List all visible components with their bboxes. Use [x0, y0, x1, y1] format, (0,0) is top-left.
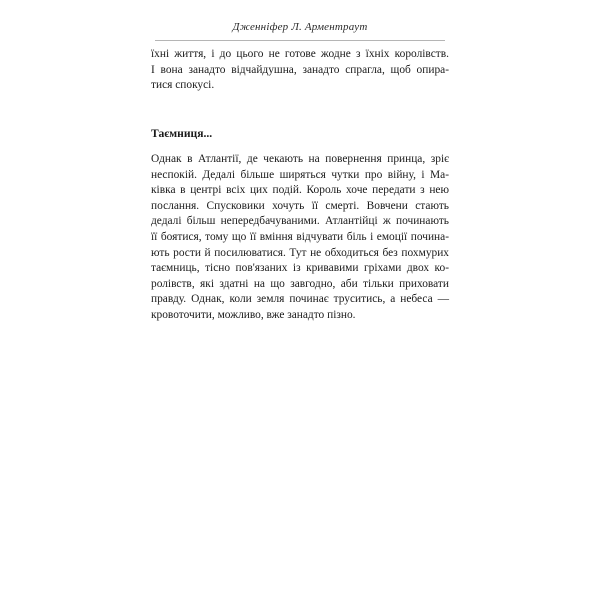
text-line: таємниць, тісно пов'язаних із кривавими гріхами двох ко-	[151, 262, 449, 275]
text-line: неспокій. Дедалі більше ширяться чутки про війну, і Ма-	[151, 168, 449, 181]
text-line: кровоточити, можливо, вже занадто пізно.	[151, 308, 356, 321]
text-line: ролівств, які здатні на що завгодно, аби тільки приховати	[151, 277, 449, 290]
text-line: ківка в центрі всіх цих подій. Король хоче передати з нею	[151, 184, 449, 197]
running-header: Дженніфер Л. Арментраут	[232, 21, 368, 33]
section-paragraph	[151, 152, 449, 324]
text-line: тися спокусі.	[151, 79, 215, 92]
text-line: ють рости й посилюватися. Тут не обходиться без похмурих	[151, 246, 449, 259]
text-line: послання. Спусковики хочуть її смерті. Вовчени стають	[151, 199, 449, 212]
header-divider	[155, 40, 445, 41]
text-line: її боятися, тому що її вміння відчувати біль і емоції почина-	[151, 230, 449, 243]
text-line: Однак в Атлантії, де чекають на повернення принца, зріє	[151, 153, 449, 165]
section-heading: Таємниця...	[151, 127, 213, 140]
intro-paragraph	[151, 47, 449, 94]
text-line: правду. Однак, коли земля починає труситись, а небеса —	[151, 293, 449, 306]
text-line: дедалі більш непередбачуваними. Атлантійці ж починають	[151, 215, 449, 228]
text-line: їхні життя, і до цього не готове жодне з їхніх королівств.	[151, 48, 449, 60]
text-line: І вона занадто відчайдушна, занадто спрагла, щоб опира-	[151, 63, 449, 76]
